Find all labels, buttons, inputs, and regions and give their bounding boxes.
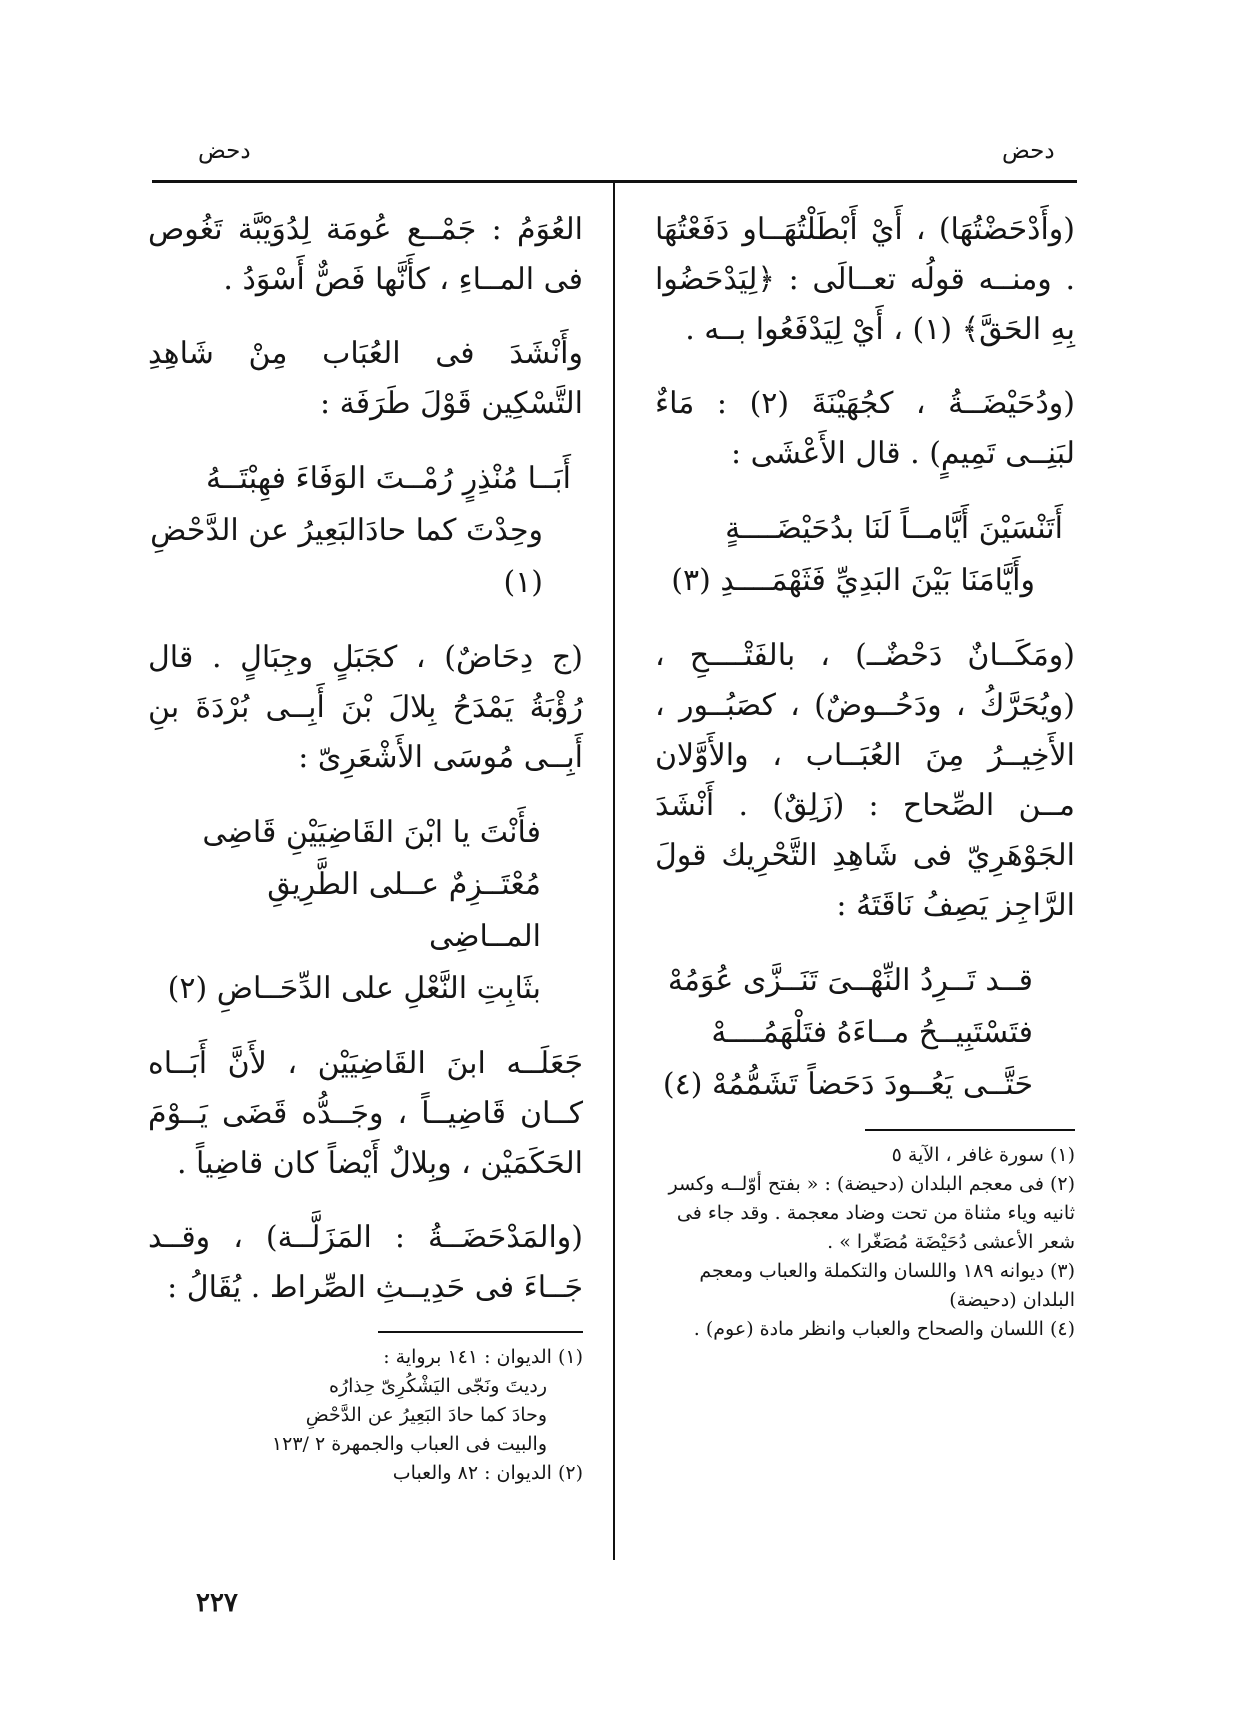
paragraph: وأَنْشَدَ فى العُبَاب مِنْ شَاهِدِ التَّسْكِين قَوْلَ طَرَفَة : bbox=[148, 336, 583, 421]
paragraph: (ومَكَــانٌ دَحْضٌــ) ، بالفَتْــــحِ ، (ويُحَرَّكُ ، ودَحُــوضٌ) ، كصَبُــور ، الأَخِيــرُ مِنَ العُبَــاب ، والأَوَّلان مــن الصِّحاح : (زَلِقٌ) . أَنْشَدَ الجَوْهَرِيّ فى شَاهِدِ التَّحْرِيك قولَ الرَّاجِز يَصِفُ نَاقَتَهُ : bbox=[655, 638, 1075, 923]
verse-block bbox=[148, 453, 583, 609]
verse-line: وحِدْتَ كما حادَالبَعِيرُ عن الدَّحْضِ (١) bbox=[150, 513, 543, 600]
verse-line: أَتَنْسَيْنَ أَيَّامــاً لَنَا بدُحَيْضَــــةٍ bbox=[725, 511, 1063, 546]
footnote: (٤) اللسان والصحاح والعباب وانظر مادة (عوم) . bbox=[693, 1318, 1075, 1340]
footnote: (٢) الديوان : ٨٢ والعباب bbox=[392, 1462, 583, 1484]
verse-line: وأَيَّامَنَا بَيْنَ البَدِيِّ فَثَهْمَــــدِ (٣) bbox=[671, 563, 1035, 598]
verse-line: قــد تَــرِدُ النِّهْــىَ تَنَــزَّى عُوَمُهْ bbox=[667, 963, 1033, 998]
page-number: ٢٢٧ bbox=[196, 1588, 238, 1618]
paragraph: (ج دِحَاضٌ) ، كجَبَلٍ وجِبَالٍ . قال رُؤْبَةُ يَمْدَحُ بِلالَ بْنَ أَبِــى بُرْدَةَ بنِ أَبِــى مُوسَى الأَشْعَرِىّ : bbox=[148, 640, 583, 775]
paragraph: (والمَدْحَضَــةُ : المَزَلَّــة) ، وقــد جَــاءَ فى حَدِيــثِ الصِّراط . يُقَالُ : bbox=[148, 1220, 583, 1305]
right-column bbox=[655, 205, 1075, 1344]
paragraph: (وأَدْحَضْتُهَا) ، أَيْ أَبْطَلْتُهَــاو دَفَعْتُهَا . ومنــه قولُه تعــالَى : ﴿لِيَدْحَضُوا بِهِ الحَقَّ﴾ (١) ، أَيْ لِيَدْفَعُوا بــه . bbox=[655, 212, 1075, 347]
footnote: والبيت فى العباب والجمهرة ٢ /١٢٣ bbox=[271, 1433, 547, 1455]
verse-block bbox=[655, 955, 1075, 1111]
verse-block bbox=[148, 807, 583, 1015]
verse-line: فتَسْتَبِيــحُ مــاءَهُ فتَلْهَمُــــهْ bbox=[711, 1015, 1033, 1050]
paragraph: جَعَلَــه ابنَ القَاضِيَيْن ، لأَنَّ أَبَــاه كــان قَاضِيــاً ، وجَــدُّه قَضَى يَــوْمَ الحَكَمَيْن ، وبِلالٌ أَيْضاً كان قاضِياً . bbox=[148, 1046, 583, 1181]
footnote: (٣) ديوانه ١٨٩ واللسان والتكملة والعباب ومعجم البلدان (دحيضة) bbox=[699, 1260, 1075, 1311]
footnote: (٢) فى معجم البلدان (دحيضة) : « بفتح أوّلــه وكسر ثانيه وياء مثناة من تحت وضاد معجمة . وقد جاء فى شعر الأعشى دُحَيْضَة مُصَغّرا » . bbox=[668, 1173, 1075, 1253]
column-divider bbox=[613, 182, 615, 1560]
running-header-right: دحض bbox=[1002, 138, 1055, 164]
verse-line: حَتَّــى يَعُــودَ دَحَضاً تَشَمُّمُهْ (٤) bbox=[662, 1067, 1033, 1102]
verse-block bbox=[655, 503, 1075, 607]
verse-line: بثَابِتِ النَّعْلِ على الدِّحَــاضِ (٢) bbox=[167, 971, 541, 1006]
verse-line: أَبَــا مُنْذِرٍ رُمْــتَ الوَفَاءَ فهِبْتَــهُ bbox=[206, 461, 571, 496]
paragraph: (ودُحَيْضَــةُ ، كجُهَيْنَةَ (٢) : مَاءٌ لبَنِــى تَمِيمٍ) . قال الأَعْشَى : bbox=[655, 386, 1075, 471]
footnote: (١) الديوان : ١٤١ برواية : bbox=[383, 1346, 583, 1368]
footnote-verse: وحادَ كما حادَ البَعِيرُ عن الدَّحْضِ bbox=[305, 1404, 547, 1426]
footnote-verse: رديتَ ونَجّى اليَشْكُرِىّ حِذارُه bbox=[329, 1375, 547, 1397]
paragraph: العُوَمُ : جَمْــع عُومَة لِدُوَيْبَّة تَغُوص فى المــاءِ ، كأَنَّها فَصٌّ أَسْوَدُ . bbox=[148, 212, 583, 297]
verse-line: مُعْتَــزِمٌ عــلى الطَّرِيقِ المــاضِى bbox=[267, 867, 541, 954]
running-header-left: دحض bbox=[198, 138, 251, 164]
footnote-rule bbox=[865, 1129, 1075, 1131]
footnote: (١) سورة غافر ، الآية ٥ bbox=[891, 1144, 1075, 1166]
verse-line: فأَنْتَ يا ابْنَ القَاضِيَيْنِ قَاضِى bbox=[202, 815, 541, 850]
footnote-rule bbox=[378, 1331, 583, 1333]
left-column bbox=[148, 205, 583, 1488]
